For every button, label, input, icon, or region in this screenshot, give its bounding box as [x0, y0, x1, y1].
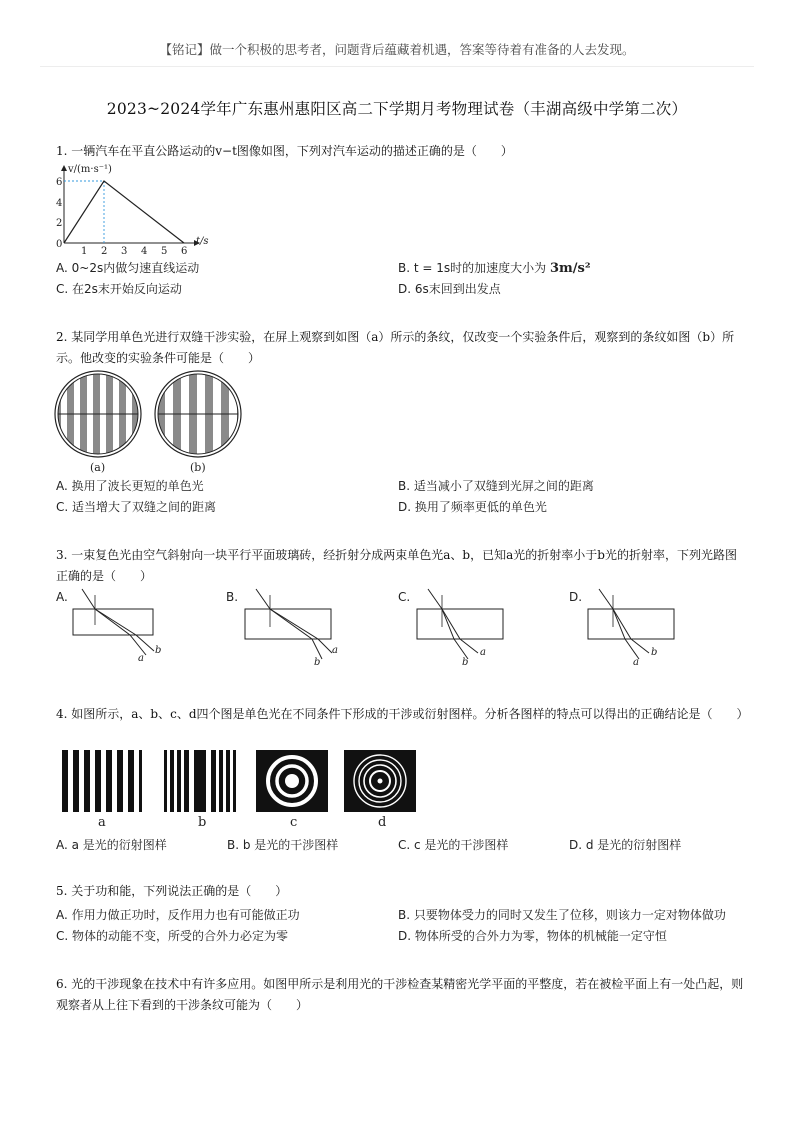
q1-option-d[interactable]: D. 6s末回到出发点: [398, 282, 501, 296]
question-3-stem: 3. 一束复色光由空气斜射向一块平行平面玻璃砖，经折射分成两束单色光a、b，已知a光的折射率小于b光的折射率，下列光路图正确的是（ ）: [56, 548, 737, 583]
origin-label: 0: [56, 239, 63, 250]
q4-option-d[interactable]: D. d 是光的衍射图样: [569, 838, 682, 852]
exam-title: 2023~2024学年广东惠州惠阳区高二下学期月考物理试卷（丰湖高级中学第二次）: [106, 100, 688, 118]
t-axis-label: t/s: [196, 236, 209, 247]
ray-label-a: a: [633, 657, 639, 668]
q2-option-d[interactable]: D. 换用了频率更低的单色光: [398, 500, 547, 514]
ray-label-a: a: [138, 653, 144, 664]
pattern-caption-c: c: [290, 815, 298, 830]
question-5-stem: 5. 关于功和能，下列说法正确的是（ ）: [56, 884, 288, 898]
ray-label-a: a: [332, 645, 338, 656]
q1-option-b[interactable]: [398, 259, 591, 276]
q2-option-a[interactable]: A. 换用了波长更短的单色光: [56, 479, 204, 493]
pattern-a: [60, 750, 142, 812]
q3-option-a[interactable]: A.: [56, 590, 68, 604]
pattern-caption-a: a: [98, 815, 106, 830]
ray-label-a: a: [480, 647, 486, 658]
q5-option-a[interactable]: A. 作用力做正功时，反作用力也有可能做正功: [56, 908, 300, 922]
pattern-caption-b: b: [198, 815, 207, 830]
fringe-figure-ab: [54, 370, 244, 462]
x-tick-1: 1: [81, 246, 88, 257]
ray-label-b: b: [462, 657, 469, 668]
header-motto: 【铭记】做一个积极的思考者，问题背后蕴藏着机遇，答案等待着有准备的人去发现。: [159, 42, 635, 57]
light-path-c: [414, 585, 514, 668]
question-4-stem: 4. 如图所示，a、b、c、d四个图是单色光在不同条件下形成的干涉或衍射图样。分析各图样的特点可以得出的正确结论是（ ）: [56, 707, 749, 721]
q4-option-a[interactable]: A. a 是光的衍射图样: [56, 838, 167, 852]
header-divider: [40, 66, 754, 67]
vt-line: [64, 181, 184, 243]
q5-option-d[interactable]: D. 物体所受的合外力为零，物体的机械能一定守恒: [398, 929, 667, 943]
q2-option-b[interactable]: B. 适当减小了双缝到光屏之间的距离: [398, 479, 594, 493]
x-tick-4: 4: [141, 246, 148, 257]
q3-option-d[interactable]: D.: [569, 590, 583, 604]
question-2-stem: 2. 某同学用单色光进行双缝干涉实验，在屏上观察到如图（a）所示的条纹，仅改变一个实验条件后，观察到的条纹如图（b）所示。他改变的实验条件可能是（ ）: [56, 330, 735, 365]
y-tick-6: 6: [56, 177, 63, 188]
fringe-caption-b: (b): [190, 461, 206, 474]
q5-option-b[interactable]: B. 只要物体受力的同时又发生了位移，则该力一定对物体做功: [398, 908, 726, 922]
pattern-b: [164, 750, 236, 812]
ray-label-b: b: [651, 647, 658, 658]
light-path-b: [242, 585, 342, 668]
vt-graph: [54, 162, 224, 257]
pattern-caption-d: d: [378, 815, 387, 830]
q2-option-c[interactable]: C. 适当增大了双缝之间的距离: [56, 500, 217, 514]
q3-option-b[interactable]: B.: [226, 590, 239, 604]
q1-option-a[interactable]: A. 0~2s内做匀速直线运动: [56, 261, 200, 275]
q1-option-b-text: B. t = 1s时的加速度大小为: [398, 261, 547, 275]
pattern-d: [344, 750, 416, 812]
x-tick-6: 6: [181, 246, 188, 257]
x-tick-2: 2: [101, 246, 108, 257]
question-1-stem: 1. 一辆汽车在平直公路运动的v−t图像如图，下列对汽车运动的描述正确的是（ ）: [56, 144, 513, 158]
q4-option-b[interactable]: B. b 是光的干涉图样: [227, 838, 339, 852]
v-axis-label: v/(m·s⁻¹): [68, 164, 112, 175]
ray-label-b: b: [155, 645, 162, 656]
ray-label-b: b: [314, 657, 321, 668]
light-path-a: [70, 585, 170, 665]
x-tick-3: 3: [121, 246, 128, 257]
q3-option-c[interactable]: C.: [398, 590, 411, 604]
light-path-d: [585, 585, 685, 668]
q1-option-b-value: 3m/s²: [549, 261, 591, 276]
q5-option-c[interactable]: C. 物体的动能不变，所受的合外力必定为零: [56, 929, 289, 943]
q4-option-c[interactable]: C. c 是光的干涉图样: [398, 838, 509, 852]
pattern-c: [256, 750, 328, 812]
q1-option-c[interactable]: C. 在2s末开始反向运动: [56, 282, 182, 296]
y-tick-4: 4: [56, 198, 63, 209]
y-tick-2: 2: [56, 218, 63, 229]
question-6-stem: 6. 光的干涉现象在技术中有许多应用。如图甲所示是利用光的干涉检查某精密光学平面的平整度，若在被检平面上有一处凸起，则观察者从上往下看到的干涉条纹可能为（ ）: [56, 977, 744, 1012]
fringe-caption-a: (a): [90, 461, 106, 474]
pattern-figures: [60, 750, 420, 816]
x-tick-5: 5: [161, 246, 168, 257]
